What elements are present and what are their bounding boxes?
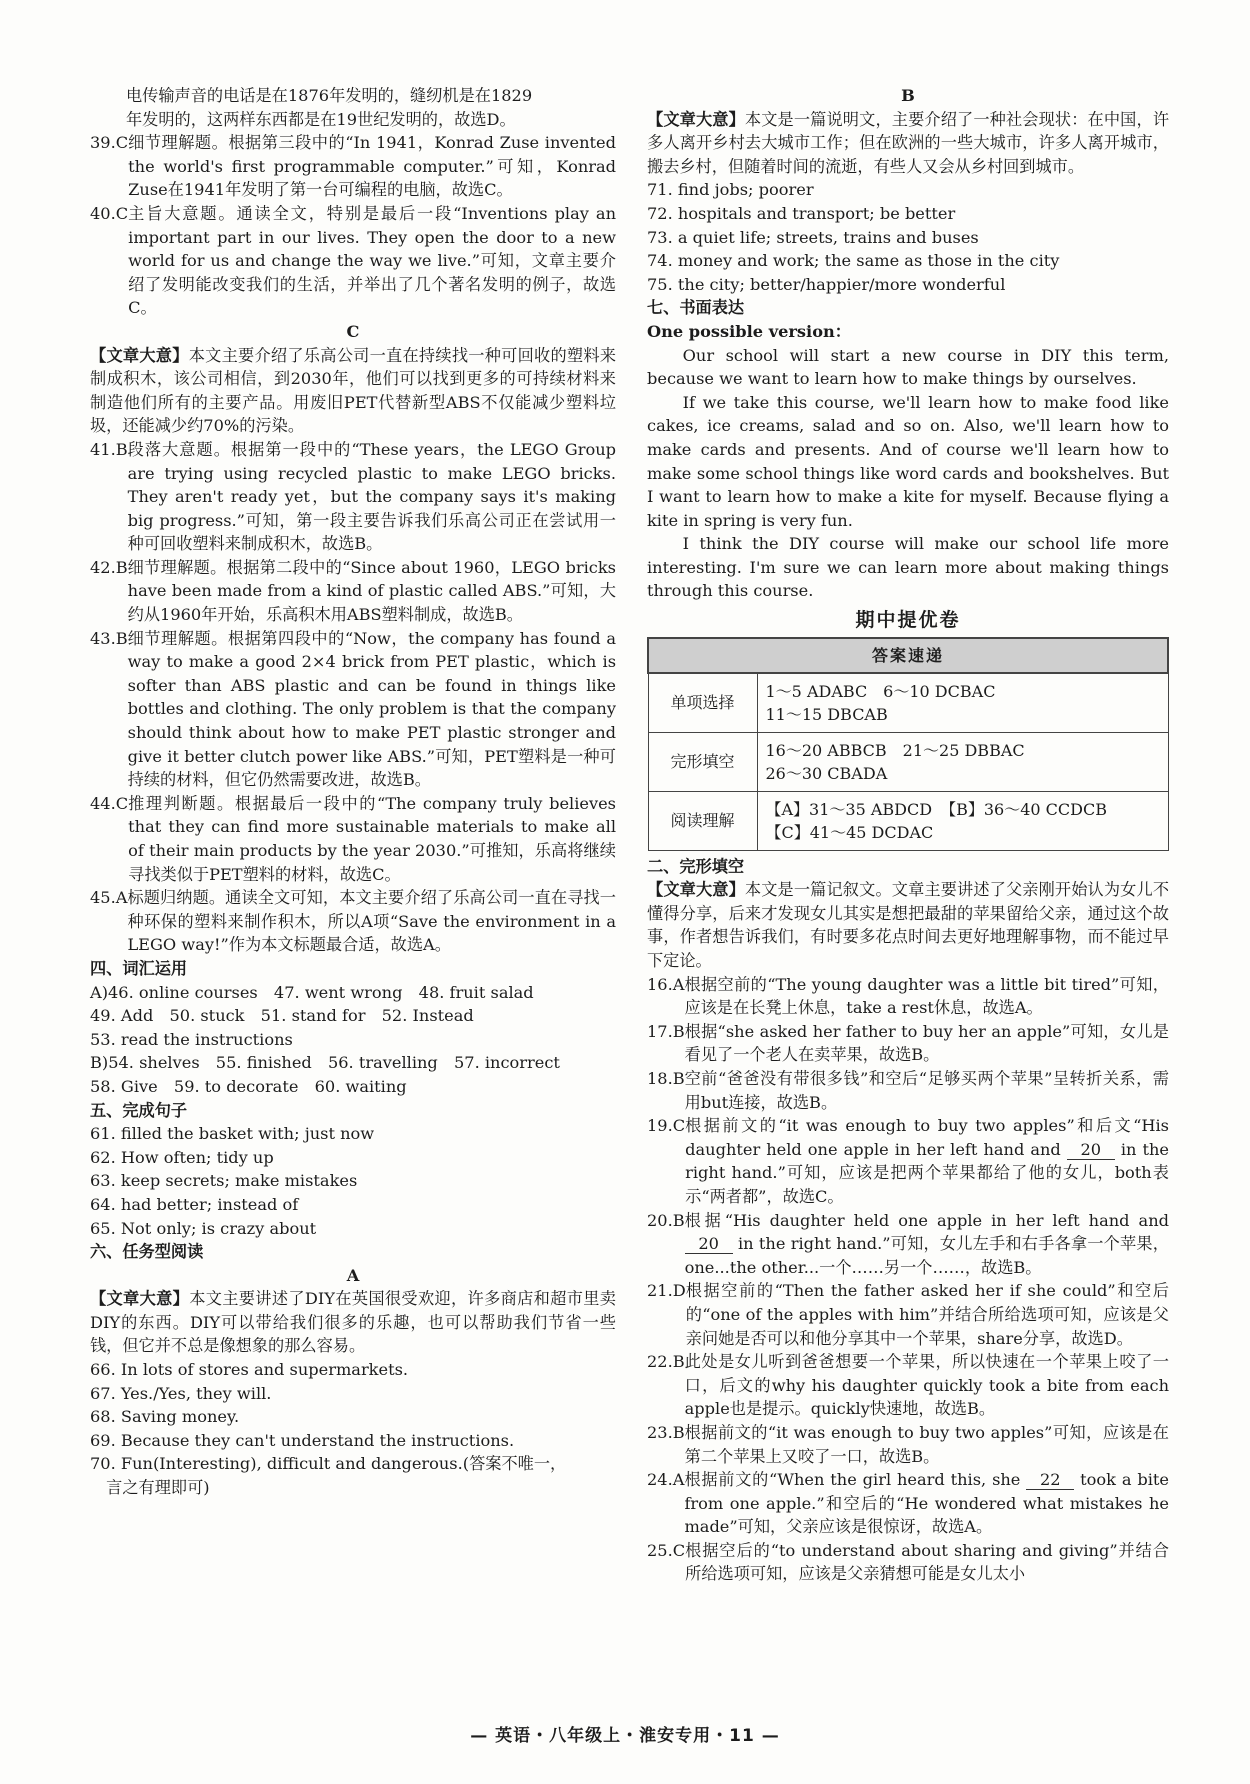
explanation-text-after: in the right hand.”可知，应该是把两个苹果都给了他的女儿，both表示“两者都”，故选C。 [685,1139,1169,1206]
section-label: B [901,86,915,105]
blank-number: 22 [1026,1471,1074,1490]
answer-item [90,792,616,886]
answer-explanation: 段落大意题。根据第一段中的“These years，the LEGO Group are trying using recycled plastic to make LEGO bricks. They aren't ready yet，but the company says it's making big progress.”可知，第一段主要告诉我们乐高公司正在尝试用一种可回收塑料来制成积木，故选B。 [127,439,616,554]
answer-explanation: 根据“she asked her father to buy her an apple”可知，女儿是看见了一个老人在卖苹果，故选B。 [684,1021,1169,1065]
table-row [648,673,1168,733]
section-heading: 二、完形填空 [647,856,745,876]
row-answers: 16～20 ABBCB 21～25 DBBAC 26～30 CBADA [757,732,1168,791]
answer-explanation: 推理判断题。根据最后一段中的“The company truly believes that they can find more sustainable materials to make all of their main products by the year 2030.”可推知，乐高将继续寻找类似于PET塑料的材料，故选C。 [128,793,616,884]
answer-item [647,1209,1169,1280]
answer-explanation: 标题归纳题。通读全文可知，本文主要介绍了乐高公司一直在寻找一种环保的塑料来制作积木，所以A项“Save the environment in a LEGO way!”作为本文标题最合适，故选A。 [127,888,616,955]
vocab-line: 53. read the instructions [90,1029,293,1049]
answer-explanation [685,1209,1169,1280]
table-row [648,732,1168,791]
blank-number: 20 [685,1235,733,1254]
row-answers: 【A】31～35 ABDCD 【B】36～40 CCDCB 【C】41～45 DCDAC [757,791,1168,850]
summary-tag: 【文章大意】 [90,1289,190,1309]
answer-number: 18.B [647,1069,685,1088]
answer-number: 22.B [647,1352,685,1372]
essay-paragraph: If we take this course, we'll learn how to make food like cakes, ice creams, salad and so on. Also, we'll learn how to make cards and presents. And of course we'll learn how to make some school things like word cards and bookshelves. But I want to learn how to make a kite for myself. Because flying a kite in spring is very fun. [647,392,1169,530]
intro-line: 电传输声音的电话是在1876年发明的，缝纫机是在1829 [126,86,533,105]
answer-explanation: 根据空后的“to understand about sharing and giving”并结合所给选项可知，应该是父亲猜想可能是女儿太小 [685,1540,1169,1584]
summary-paragraph [90,344,616,438]
vocab-line: A)46. online courses 47. went wrong 48. fruit salad [90,982,534,1002]
sentence-line: 65. Not only; is crazy about [90,1218,317,1238]
sentence-line: 62. How often; tidy up [90,1147,274,1167]
summary-tag: 【文章大意】 [647,109,745,129]
answer-number: 43.B [90,628,128,648]
summary-paragraph [647,108,1169,179]
answer-number: 17.B [647,1021,685,1041]
explanation-text-after: took a bite from one apple.”和空后的“He wondered what mistakes he made”可知，父亲应该是很惊讶，故选A。 [684,1470,1169,1537]
intro-line: 年发明的，这两样东西都是在19世纪发明的，故选D。 [126,109,516,129]
row-label: 完形填空 [648,732,757,791]
task-line: 75. the city; better/happier/more wonderful [647,274,1006,294]
summary-text: 本文是一篇记叙文。文章主要讲述了父亲刚开始认为女儿不懂得分享，后来才发现女儿其实是想把最甜的苹果留给父亲，通过这个故事，作者想告诉我们，有时要多花点时间去更好地理解事物，而不能过早下定论。 [647,880,1170,971]
task-line: 74. money and work; the same as those in the city [647,251,1060,271]
answer-item [647,1067,1169,1114]
answer-explanation: 细节理解题。根据第四段中的“Now，the company has found a way to make a good 2×4 brick from PET plastic，which is softer than ABS plastic and can be found in things like bottles and clothing. The only problem is that the company should think about how to make PET plastic stronger and give it better clutch power like ABS.”可知，PET塑料是一种可持续的材料，但它仍然需要改进，故选B。 [127,628,616,790]
explanation-text-after: in the right hand.”可知，女儿左手和右手各拿一个苹果，one...the other...一个……另一个……，故选B。 [684,1234,1169,1277]
answer-explanation [685,1114,1169,1208]
answer-number: 39.C [90,133,129,153]
answer-explanation: 此处是女儿听到爸爸想要一个苹果，所以快速在一个苹果上咬了一口，后文的why his daughter quickly took a bite from each apple也是提示。quickly快速地，故选B。 [684,1352,1169,1419]
summary-text: 本文主要介绍了乐高公司一直在持续找一种可回收的塑料来制成积木，该公司相信，到2030年，他们可以找到更多的可持续材料来制造他们所有的主要产品。用废旧PET代替新型ABS不仅能减少塑料垃圾，还能减少约70%的污染。 [90,345,617,436]
summary-paragraph [90,1287,616,1358]
answer-item [647,1468,1169,1539]
answer-number: 45.A [90,888,128,908]
explanation-text-before: 根据“His daughter held one apple in her left hand and [684,1210,1169,1230]
section-heading: 四、词汇运用 [90,958,188,978]
answer-number: 21.D [647,1281,686,1301]
sentence-line: 64. had better; instead of [90,1194,299,1214]
task-line: 68. Saving money. [90,1407,240,1427]
summary-text: 本文是一篇说明文，主要介绍了一种社会现状：在中国，许多人离开乡村去大城市工作；但在欧洲的一些大城市，许多人离开城市，搬去乡村，但随着时间的流逝，有些人又会从乡村回到城市。 [647,109,1170,176]
summary-tag: 【文章大意】 [90,345,189,365]
summary-tag: 【文章大意】 [647,880,745,900]
answer-item [647,973,1169,1020]
exam-title: 期中提优卷 [855,609,961,632]
answer-item [90,556,616,627]
answer-explanation: 主旨大意题。通读全文，特别是最后一段“Inventions play an important part in our lives. They open the door to a new world for us and change the way we live.”可知，文章主要介绍了发明能改变我们的生活，并举出了几个著名发明的例子，故选C。 [128,203,616,318]
sentence-line: 63. keep secrets; make mistakes [90,1171,358,1191]
sentence-line: 61. filled the basket with; just now [90,1124,375,1144]
summary-paragraph [647,878,1169,972]
answer-item [90,131,616,202]
vocab-line: 58. Give 59. to decorate 60. waiting [90,1076,407,1096]
table-row [648,791,1168,850]
row-label: 单项选择 [648,673,757,733]
answer-number: 16.A [647,974,685,994]
blank-number: 20 [1067,1141,1115,1160]
answer-item [647,1114,1169,1208]
answer-explanation: 根据空前的“Then the father asked her if she could”和空后的“one of the apples with him”并结合所给选项可知，应该是父亲问她是否可以和他分享其中一个苹果，share分享，故选D。 [685,1281,1169,1348]
answer-number: 42.B [90,557,128,577]
answer-number: 25.C [647,1540,686,1560]
answer-item [90,438,616,556]
answer-number: 19.C [647,1116,686,1136]
essay-paragraph: I think the DIY course will make our school life more interesting. I'm sure we can learn more about making things through this course. [647,534,1169,601]
section-heading: 五、完成句子 [90,1100,188,1120]
answer-item [90,886,616,957]
explanation-text-before: 根据前文的“it was enough to buy two apples”和后文“His daughter held one apple in her left hand and [685,1116,1169,1159]
answer-item [90,202,616,320]
essay-paragraph: Our school will start a new course in DIY this term, because we want to learn how to make things by ourselves. [647,345,1169,389]
answer-explanation: 根据空前的“The young daughter was a little bit tired”可知，应该是在长凳上休息，take a rest休息，故选A。 [684,974,1169,1018]
task-line: 言之有理即可) [90,1478,210,1498]
task-line: 73. a quiet life; streets, trains and buses [647,227,979,247]
answer-number: 44.C [90,793,129,813]
answer-number: 23.B [647,1422,685,1442]
answer-number: 40.C [90,203,129,223]
answer-explanation: 细节理解题。根据第二段中的“Since about 1960，LEGO bricks have been made from a kind of plastic called ABS.”可知，大约从1960年开始，乐高积木用ABS塑料制成，故选B。 [127,557,616,625]
row-answers: 1～5 ADABC 6～10 DCBAC 11～15 DBCAB [757,673,1168,733]
answer-item [647,1421,1169,1468]
answer-item [647,1539,1169,1586]
answer-explanation [684,1468,1169,1539]
answer-item [90,627,616,792]
task-line: 66. In lots of stores and supermarkets. [90,1360,409,1380]
vocab-line: B)54. shelves 55. finished 56. travelling 57. incorrect [90,1053,560,1073]
right-column [647,84,1169,1586]
table-header: 答案速递 [648,638,1168,673]
task-line: 72. hospitals and transport; be better [647,203,956,223]
section-label: A [346,1265,360,1285]
answer-number: 41.B [90,439,128,459]
section-label: C [346,321,360,341]
answer-explanation: 细节理解题。根据第三段中的“In 1941，Konrad Zuse invented the world's first programmable computer.”可知，Konrad Zuse在1941年发明了第一台可编程的电脑，故选C。 [128,133,616,200]
answer-explanation: 根据前文的“it was enough to buy two apples”可知，应该是在第二个苹果上又咬了一口，故选B。 [684,1422,1169,1466]
vocab-line: 49. Add 50. stuck 51. stand for 52. Instead [90,1006,474,1026]
version-label: One possible version： [647,321,851,341]
explanation-text-before: 根据前文的“When the girl heard this, she [684,1470,1027,1490]
task-line: 70. Fun(Interesting), difficult and dangerous.(答案不唯一， [90,1454,567,1474]
answer-item [647,1350,1169,1421]
row-label: 阅读理解 [648,791,757,850]
task-line: 67. Yes./Yes, they will. [90,1383,272,1403]
section-heading: 七、书面表达 [647,298,745,318]
answer-number: 20.B [647,1210,685,1230]
answer-item [647,1279,1169,1350]
summary-text: 本文主要讲述了DIY在英国很受欢迎，许多商店和超市里卖DIY的东西。DIY可以带给我们很多的乐趣，也可以帮助我们节省一些钱，但它并不总是像想象的那么容易。 [90,1289,616,1356]
answer-explanation: 空前“爸爸没有带很多钱”和空后“足够买两个苹果”呈转折关系，需用but连接，故选B。 [684,1069,1169,1112]
left-column [90,84,616,1500]
answer-table [647,637,1169,851]
page-footer: — 英语・八年级上・淮安专用・11 — [470,1726,780,1746]
task-line: 71. find jobs; poorer [647,180,814,200]
answer-number: 24.A [647,1470,685,1490]
answer-item [647,1020,1169,1067]
section-heading: 六、任务型阅读 [90,1242,204,1262]
task-line: 69. Because they can't understand the instructions. [90,1430,515,1450]
